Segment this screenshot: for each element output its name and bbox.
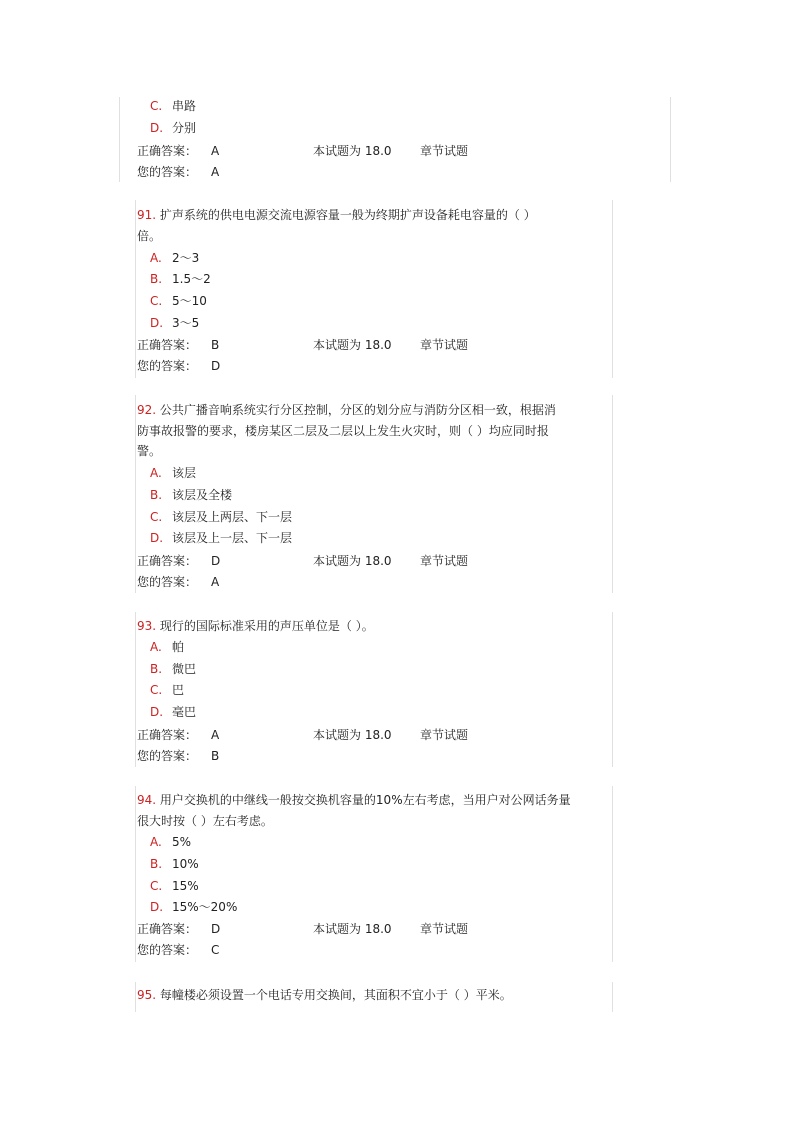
question-number: 92.: [137, 403, 157, 417]
your-answer-value: B: [211, 749, 220, 763]
option-d: [150, 315, 199, 331]
question-line: [137, 987, 512, 1003]
question-text: 警。: [137, 444, 162, 458]
option-text: 2～3: [172, 251, 200, 265]
option-letter: B.: [150, 488, 163, 502]
option-letter: D.: [150, 316, 164, 330]
your-answer-row: [137, 942, 220, 958]
option-b: [150, 856, 199, 872]
question-line: [137, 207, 536, 223]
option-letter: C.: [150, 683, 163, 697]
option-text: 巴: [172, 683, 185, 697]
option-d: [150, 704, 196, 720]
question-text: 倍。: [137, 229, 162, 243]
option-letter: B.: [150, 272, 163, 286]
option-text: 1.5～2: [172, 272, 211, 286]
correct-answer-value: D: [211, 922, 221, 936]
option-letter: B.: [150, 857, 163, 871]
correct-answer-row: [137, 921, 469, 937]
question-line: [137, 443, 161, 459]
question-line: [137, 792, 571, 808]
your-answer-label: 您的答案：: [137, 749, 198, 763]
correct-answer-row: [137, 337, 469, 353]
question-number: 93.: [137, 619, 157, 633]
your-answer-row: [137, 574, 220, 590]
left-border: [135, 395, 136, 593]
question-text: 每幢楼必须设置一个电话专用交换间，其面积不宜小于（ ）平米。: [159, 988, 512, 1002]
question-text: 防事故报警的要求，楼房某区二层及二层以上发生火灾时，则（ ）均应同时报: [137, 424, 549, 438]
option-text: 15%～20%: [172, 900, 238, 914]
option-letter: A.: [150, 835, 162, 849]
option-text: 该层及上两层、下一层: [172, 510, 293, 524]
correct-answer-label: 正确答案：: [137, 922, 198, 936]
your-answer-value: A: [211, 575, 220, 589]
score-text: 本试题为 18.0: [313, 144, 392, 158]
option-text: 该层: [172, 466, 197, 480]
option-b: [150, 271, 211, 287]
left-border: [135, 786, 136, 962]
your-answer-row: [137, 164, 220, 180]
option-letter: D.: [150, 121, 164, 135]
option-b: [150, 487, 232, 503]
correct-answer-label: 正确答案：: [137, 554, 198, 568]
your-answer-value: A: [211, 165, 220, 179]
option-c: [150, 293, 207, 309]
option-a: [150, 639, 184, 655]
option-letter: D.: [150, 531, 164, 545]
correct-answer-value: D: [211, 554, 221, 568]
correct-answer-label: 正确答案：: [137, 144, 198, 158]
option-a: [150, 465, 196, 481]
question-line: [137, 228, 161, 244]
question-text: 很大时按（ ）左右考虑。: [137, 814, 273, 828]
chapter-text: 章节试题: [420, 144, 469, 158]
right-border: [670, 97, 671, 182]
correct-answer-row: [137, 143, 469, 159]
score-text: 本试题为 18.0: [313, 554, 392, 568]
option-letter: A.: [150, 466, 162, 480]
option-a: [150, 834, 191, 850]
option-letter: D.: [150, 705, 164, 719]
left-border: [135, 200, 136, 378]
your-answer-row: [137, 748, 220, 764]
right-border: [612, 786, 613, 962]
your-answer-label: 您的答案：: [137, 943, 198, 957]
option-text: 毫巴: [172, 705, 197, 719]
option-d: [150, 899, 237, 915]
option-letter: D.: [150, 900, 164, 914]
correct-answer-label: 正确答案：: [137, 728, 198, 742]
option-text: 分别: [172, 121, 197, 135]
right-border: [612, 982, 613, 1012]
left-border: [135, 612, 136, 767]
question-line: [137, 402, 556, 418]
option-text: 该层及上一层、下一层: [172, 531, 293, 545]
question-line: [137, 618, 374, 634]
correct-answer-label: 正确答案：: [137, 338, 198, 352]
question-text: 扩声系统的供电电源交流电源容量一般为终期扩声设备耗电容量的（ ）: [159, 208, 536, 222]
question-text: 公共广播音响系统实行分区控制，分区的划分应与消防分区相一致，根据消: [159, 403, 556, 417]
left-border: [135, 982, 136, 1012]
question-number: 91.: [137, 208, 157, 222]
option-letter: C.: [150, 294, 163, 308]
option-letter: A.: [150, 640, 162, 654]
correct-answer-row: [137, 727, 469, 743]
correct-answer-value: A: [211, 728, 220, 742]
option-b: [150, 661, 196, 677]
option-letter: B.: [150, 662, 163, 676]
option-c: [150, 98, 196, 114]
your-answer-row: [137, 358, 221, 374]
correct-answer-value: B: [211, 338, 220, 352]
your-answer-value: C: [211, 943, 220, 957]
option-text: 3～5: [172, 316, 200, 330]
option-a: [150, 250, 199, 266]
your-answer-label: 您的答案：: [137, 575, 198, 589]
right-border: [612, 612, 613, 767]
right-border: [612, 395, 613, 593]
right-border: [612, 200, 613, 378]
chapter-text: 章节试题: [420, 922, 469, 936]
left-border: [119, 97, 120, 182]
score-text: 本试题为 18.0: [313, 338, 392, 352]
option-text: 10%: [172, 857, 199, 871]
score-text: 本试题为 18.0: [313, 922, 392, 936]
your-answer-label: 您的答案：: [137, 359, 198, 373]
question-text: 用户交换机的中继线一般按交换机容量的10%左右考虑，当用户对公网话务量: [159, 793, 571, 807]
option-letter: A.: [150, 251, 162, 265]
option-text: 5～10: [172, 294, 207, 308]
question-line: [137, 423, 549, 439]
option-text: 串路: [172, 99, 197, 113]
score-text: 本试题为 18.0: [313, 728, 392, 742]
option-text: 15%: [172, 879, 199, 893]
chapter-text: 章节试题: [420, 338, 469, 352]
option-text: 帕: [172, 640, 185, 654]
chapter-text: 章节试题: [420, 554, 469, 568]
option-letter: C.: [150, 879, 163, 893]
option-d: [150, 120, 196, 136]
question-number: 95.: [137, 988, 157, 1002]
option-c: [150, 509, 292, 525]
question-line: [137, 813, 273, 829]
your-answer-label: 您的答案：: [137, 165, 198, 179]
your-answer-value: D: [211, 359, 221, 373]
correct-answer-row: [137, 553, 469, 569]
option-letter: C.: [150, 99, 163, 113]
option-letter: C.: [150, 510, 163, 524]
option-text: 该层及全楼: [172, 488, 233, 502]
correct-answer-value: A: [211, 144, 220, 158]
question-number: 94.: [137, 793, 157, 807]
option-d: [150, 530, 292, 546]
question-text: 现行的国际标准采用的声压单位是（ ）。: [159, 619, 374, 633]
option-text: 5%: [172, 835, 192, 849]
option-c: [150, 682, 184, 698]
option-c: [150, 878, 199, 894]
option-text: 微巴: [172, 662, 197, 676]
chapter-text: 章节试题: [420, 728, 469, 742]
